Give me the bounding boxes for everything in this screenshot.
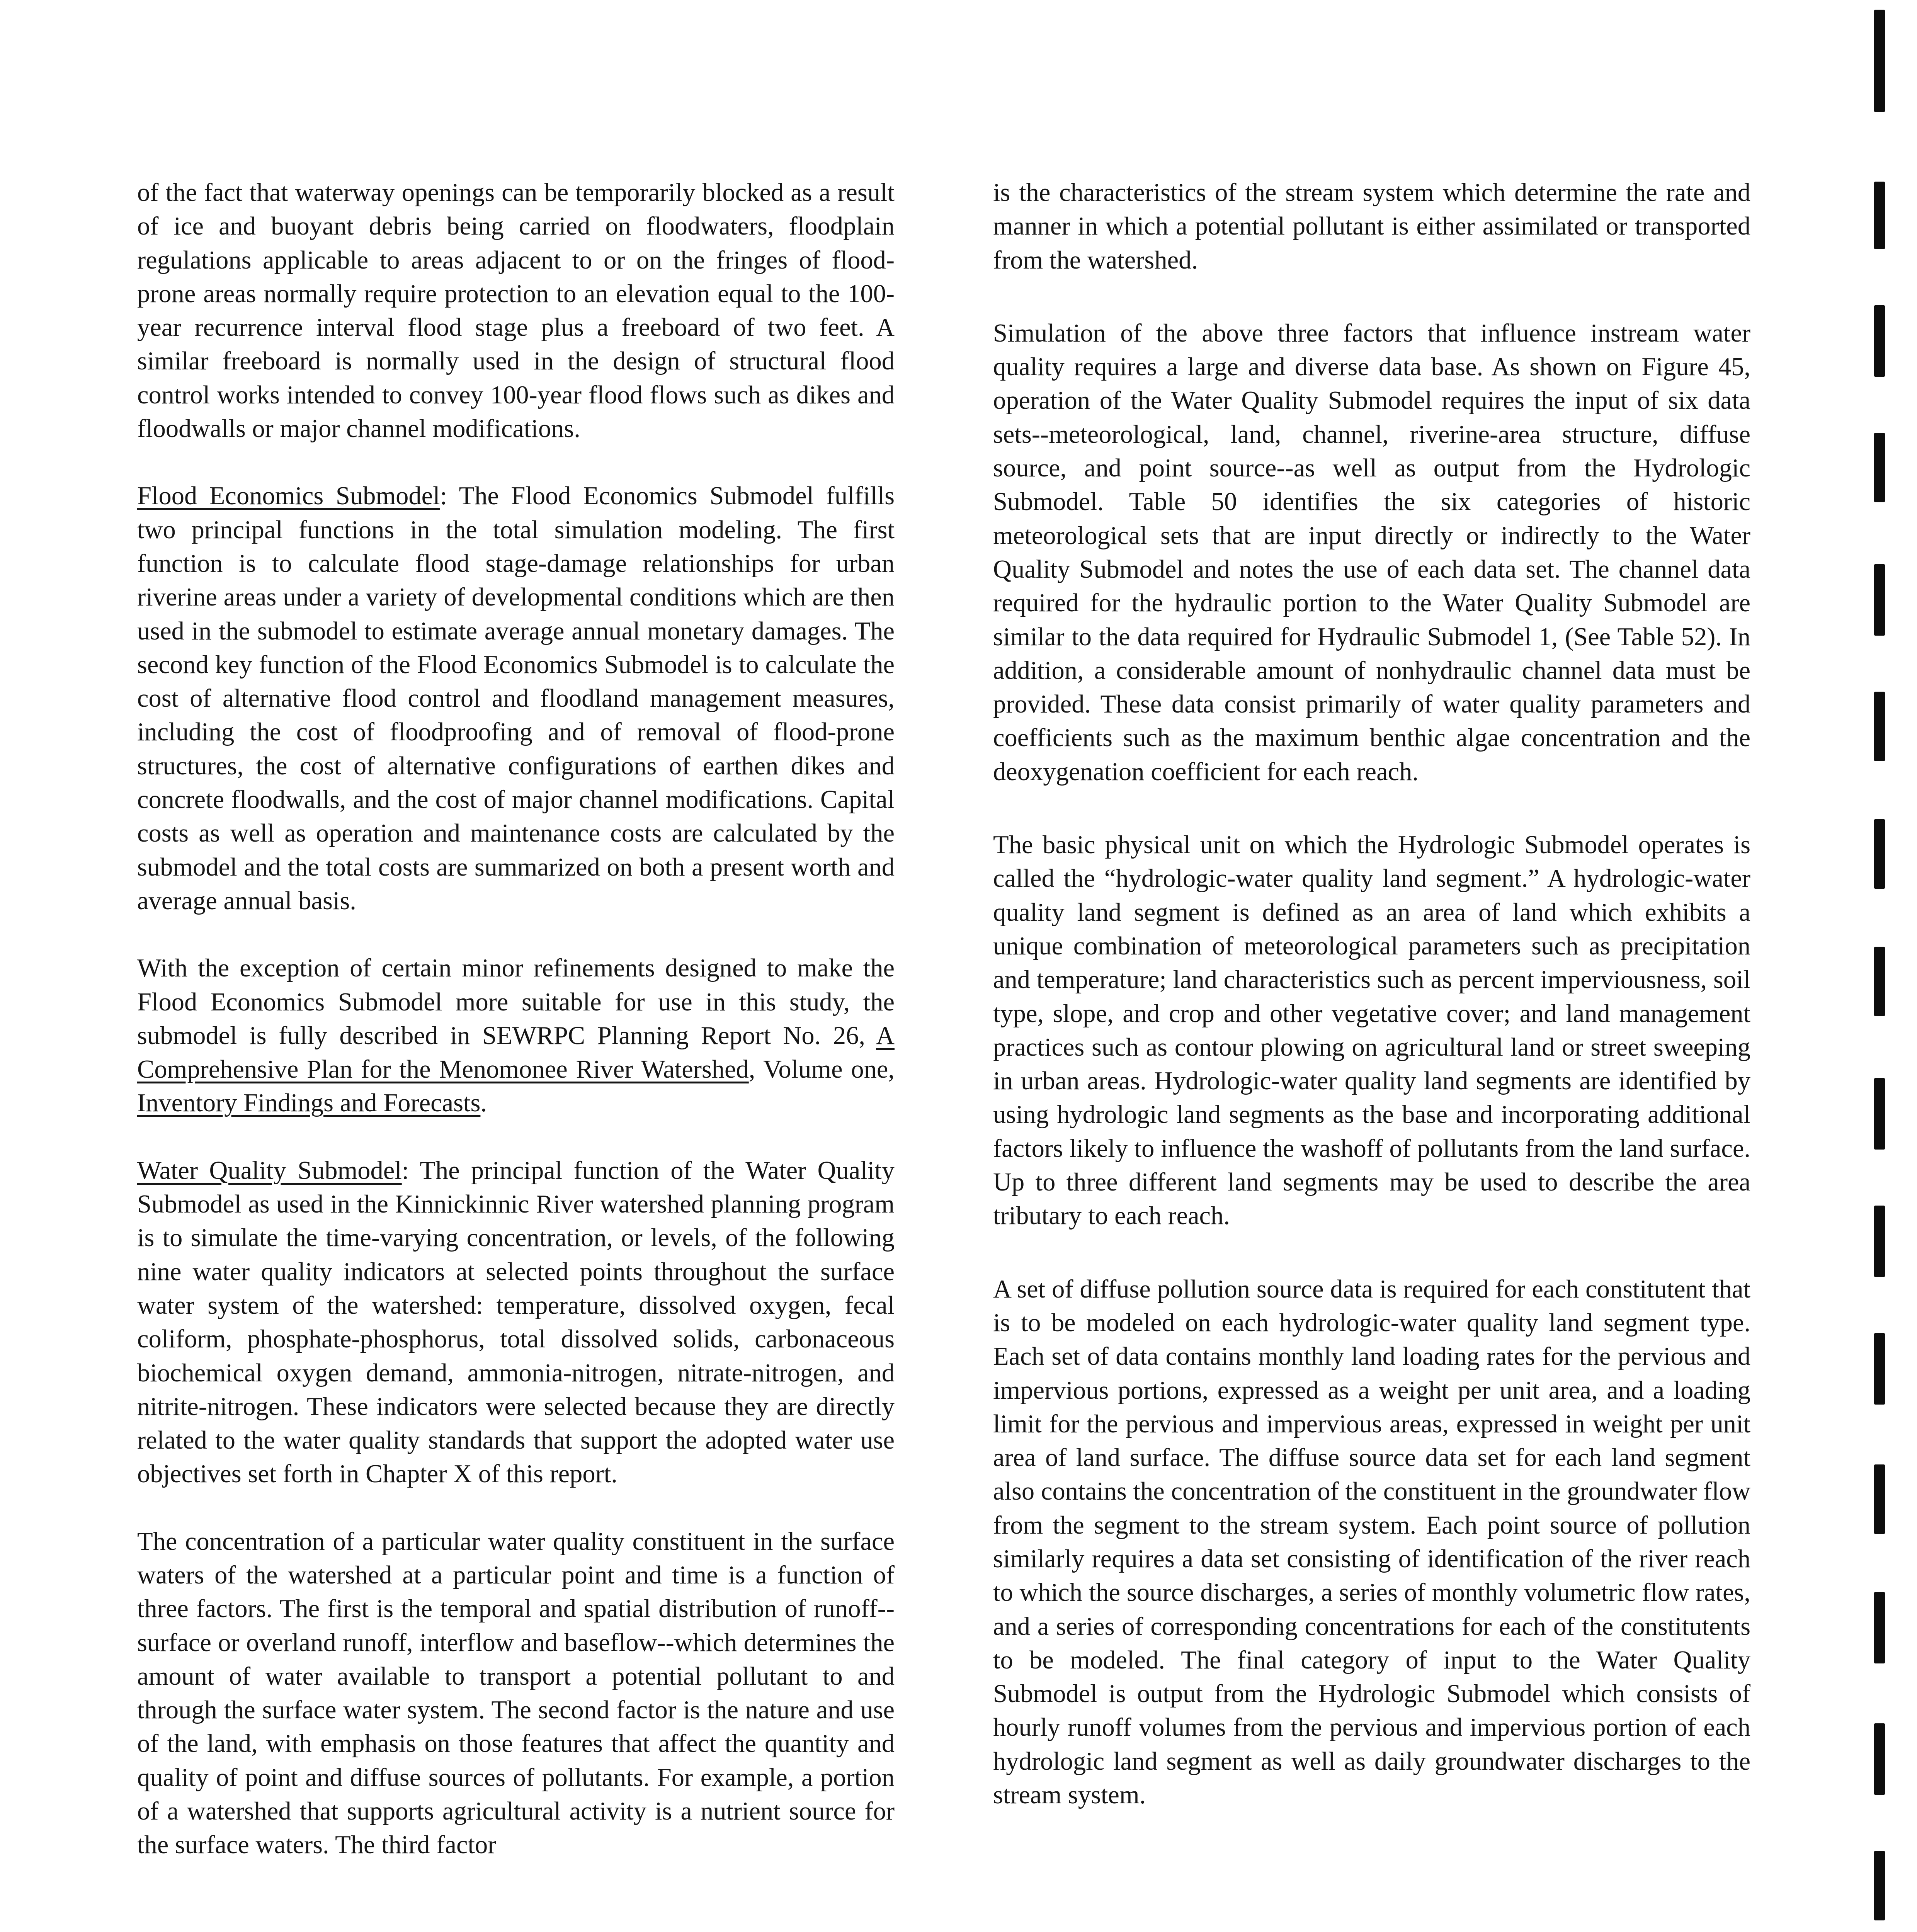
scan-mark bbox=[1874, 1592, 1885, 1663]
water-quality-body: : The principal function of the Water Quality Submodel as used in the Kinnickinnic River watershed planning program is to simulate the time-varying concentration, or levels, of the following nine water quality indicators at selected points throughout the surface water system of the watershed: temperature, dissolved oxygen, fecal coliform, phosphate-phosphorus, total dissolved solids, carbonaceous biochemical oxygen demand, ammonia-nitrogen, nitrate-nitrogen, and nitrite-nitrogen. These indicators were selected because they are directly related to the water quality standards that support the adopted water use objectives set forth in Chapter X of this report. bbox=[137, 1156, 895, 1488]
scan-mark bbox=[1874, 1078, 1885, 1150]
scan-mark bbox=[1874, 305, 1885, 377]
scan-mark bbox=[1874, 947, 1885, 1016]
reference-text-end: . bbox=[480, 1089, 487, 1117]
flood-economics-body: : The Flood Economics Submodel fulfills two principal functions in the total simulation modeling. The first function is to calculate flood stage-damage relationships for urban riverine areas under a variety of developmental conditions which are then used in the submodel to estimate average annual monetary damages. The second key function of the Flood Economics Submodel is to calculate the cost of alternative flood control and floodland management measures, including the cost of floodproofing and of removal of flood-prone structures, the cost of alternative configurations of earthen dikes and concrete floodwalls, and the cost of major channel modifications. Capital costs as well as operation and maintenance costs are calculated by the submodel and the total costs are summarized on both a present worth and average annual basis. bbox=[137, 482, 895, 915]
flood-economics-paragraph bbox=[137, 479, 895, 918]
scan-mark bbox=[1874, 1464, 1885, 1534]
land-segment-paragraph: The basic physical unit on which the Hydrologic Submodel operates is called the “hydrologic-water quality land segment.” A hydrologic-water quality land segment is defined as an area of land which exhibits a unique combination of meteorological parameters such as precipitation and temperature; land characteristics such as percent imperviousness, soil type, slope, and crop and other vegetative cover; and land management practices such as contour plowing on agricultural land or street sweeping in urban areas. Hydrologic-water quality land segments are identified by using hydrologic land segments as the base and incorporating additional factors likely to influence the washoff of pollutants from the land surface. Up to three different land segments may be used to describe the area tributary to each reach. bbox=[993, 831, 1750, 1230]
simulation-paragraph: Simulation of the above three factors that influence instream water quality requires a large and diverse data base. As shown on Figure 45, operation of the Water Quality Submodel requires the input of six data sets--meteorological, land, channel, riverine-area structure, diffuse source, and point source--as well as output from the Hydrologic Submodel. Table 50 identifies the six categories of historic meteorological sets that are input directly or indirectly to the Water Quality Submodel and notes the use of each data set. The channel data required for the hydraulic portion to the Water Quality Submodel are similar to the data required for Hydraulic Submodel 1, (See Table 52). In addition, a considerable amount of nonhydraulic channel data must be provided. These data consist primarily of water quality parameters and coefficients such as the maximum benthic algae concentration and the deoxygenation coefficient for each reach. bbox=[993, 319, 1750, 786]
scan-mark bbox=[1874, 433, 1885, 502]
diffuse-source-paragraph: A set of diffuse pollution source data is required for each constitutent that is to be modeled on each hydrologic-water quality land segment type. Each set of data contains monthly land loading rates for the pervious and impervious portions, expressed as a weight per unit area, and a loading limit for the pervious and impervious areas, expressed in weight per unit area of land surface. The diffuse source data set for each land segment also contains the concentration of the constituent in the groundwater flow from the segment to the stream system. Each point source of pollution similarly requires a data set consisting of identification of the river reach to which the source discharges, a series of monthly volumetric flow rates, and a series of corresponding concentrations for each of the constitutents to be modeled. The final category of input to the Water Quality Submodel is output from the Hydrologic Submodel which consists of hourly runoff volumes from the pervious and impervious portion of each hydrologic land segment as well as daily groundwater discharges to the stream system. bbox=[993, 1275, 1750, 1810]
scan-mark bbox=[1874, 10, 1885, 112]
scan-mark bbox=[1874, 1206, 1885, 1277]
water-quality-paragraph bbox=[137, 1154, 895, 1491]
left-paragraph-1: of the fact that waterway openings can be temporarily blocked as a result of ice and buoyant debris being carried on floodwaters, floodplain regulations applicable to areas adjacent to or on the fringes of flood-prone areas normally require protection to an elevation equal to the 100-year recurrence interval flood stage plus a freeboard of two feet. A similar freeboard is normally used in the design of structural flood control works intended to convey 100-year flood flows such as dikes and floodwalls or major channel modifications. bbox=[137, 179, 895, 443]
reference-text-mid: , Volume one, bbox=[748, 1055, 895, 1084]
scan-mark bbox=[1874, 1333, 1885, 1405]
flood-economics-heading: Flood Economics Submodel bbox=[137, 482, 440, 510]
scan-mark bbox=[1874, 1851, 1885, 1920]
scan-mark bbox=[1874, 819, 1885, 889]
scan-mark bbox=[1874, 182, 1885, 249]
reference-text-before: With the exception of certain minor refinements designed to make the Flood Economics Submodel more suitable for use in this study, the submodel is fully described in SEWRPC Planning Report No. 26, bbox=[137, 954, 895, 1050]
left-column bbox=[137, 176, 895, 1862]
report-title: A Comprehensive Plan for the Menomonee River Watershed bbox=[137, 1021, 895, 1084]
concentration-paragraph: The concentration of a particular water quality constituent in the surface waters of the watershed at a particular point and time is a function of three factors. The first is the temporal and spatial distribution of runoff--surface or overland runoff, interflow and baseflow--which determines the amount of water available to transport a potential pollutant to and through the surface water system. The second factor is the nature and use of the land, with emphasis on those features that affect the quantity and quality of point and diffuse sources of pollutants. For example, a portion of a watershed that supports agricultural activity is a nutrient source for the surface waters. The third factor bbox=[137, 1527, 895, 1859]
right-column bbox=[993, 176, 1750, 1812]
reference-paragraph bbox=[137, 951, 895, 1120]
scan-mark bbox=[1874, 692, 1885, 761]
water-quality-heading: Water Quality Submodel bbox=[137, 1156, 402, 1185]
volume-title: Inventory Findings and Forecasts bbox=[137, 1089, 481, 1117]
scan-mark bbox=[1874, 1723, 1885, 1795]
right-paragraph-1: is the characteristics of the stream system which determine the rate and manner in which a potential pollutant is either assimilated or transported from the watershed. bbox=[993, 179, 1750, 274]
scan-mark bbox=[1874, 564, 1885, 636]
